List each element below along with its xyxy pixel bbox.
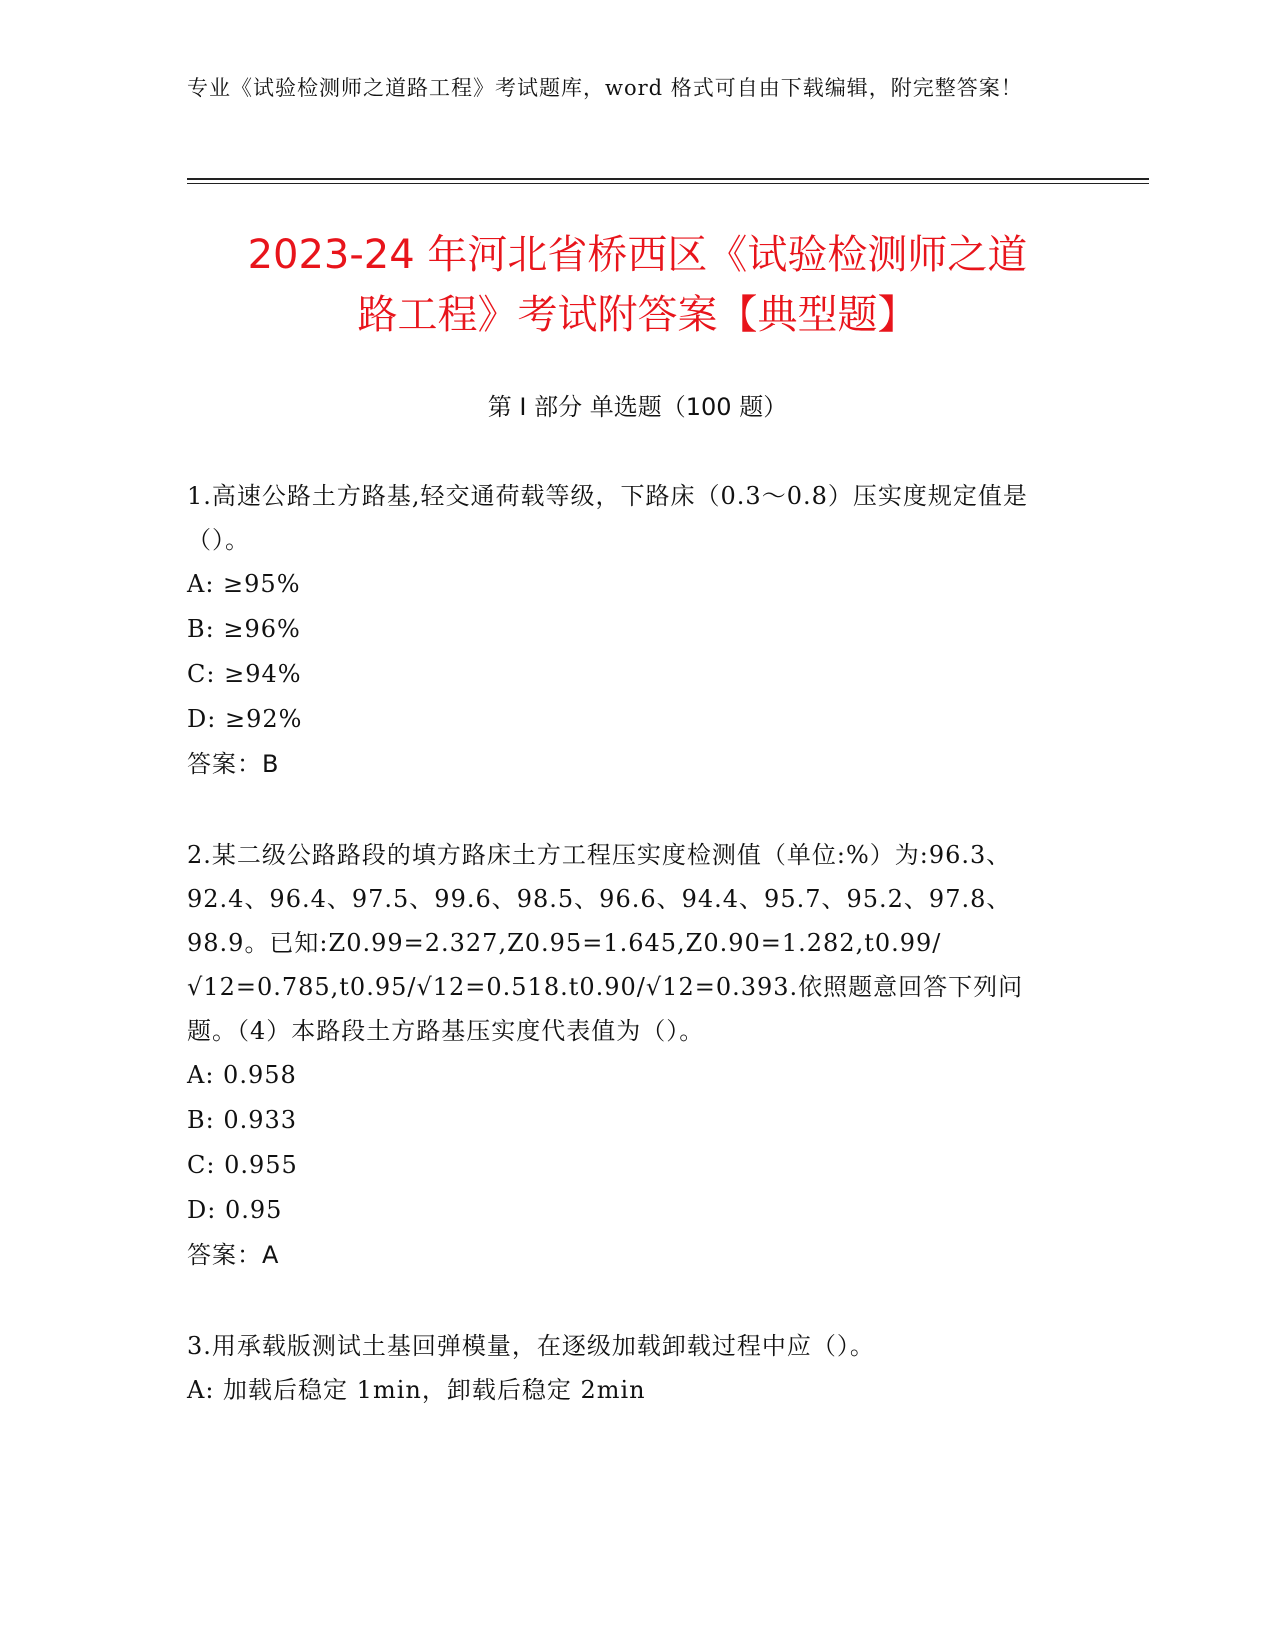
question-item-2 bbox=[187, 833, 1067, 1278]
spacer bbox=[187, 787, 1067, 833]
title-line-1: 2023-24 年河北省桥西区《试验检测师之道 bbox=[247, 232, 1028, 278]
section-heading: 第 I 部分 单选题（100 题） bbox=[487, 393, 788, 421]
answer: 答案：A bbox=[187, 1241, 280, 1269]
option-d: D: 0.95 bbox=[187, 1196, 283, 1224]
question-item-1 bbox=[187, 474, 1067, 787]
question-text: 1.高速公路土方路基,轻交通荷载等级，下路床（0.3～0.8）压实度规定值是（）。 bbox=[187, 482, 1028, 554]
title-line-2: 路工程》考试附答案【典型题】 bbox=[357, 292, 918, 338]
option-c: C: ≥94% bbox=[187, 660, 302, 688]
header-note: 专业《试验检测师之道路工程》考试题库，word 格式可自由下载编辑，附完整答案！ bbox=[187, 76, 1023, 100]
answer: 答案：B bbox=[187, 750, 280, 778]
question-text: 2.某二级公路路段的填方路床土方工程压实度检测值（单位:%）为:96.3、92.4、96.4、97.5、99.6、98.5、96.6、94.4、95.7、95.2、97.8、98.9。已知:Z0.99=2.327,Z0.95=1.645,Z0.90=1.282,t0.99/√12=0.785,t0.95/√12=0.518.t0.90/√12=0.393.依照题意回答下列问题。（4）本路段土方路基压实度代表值为（）。 bbox=[187, 841, 1024, 1045]
option-a: A: 0.958 bbox=[187, 1061, 297, 1089]
header-divider-thin bbox=[187, 183, 1149, 184]
spacer bbox=[187, 1278, 1067, 1324]
question-list bbox=[187, 474, 1067, 1413]
option-b: B: ≥96% bbox=[187, 615, 301, 643]
option-d: D: ≥92% bbox=[187, 705, 303, 733]
option-a: A: ≥95% bbox=[187, 570, 301, 598]
option-b: B: 0.933 bbox=[187, 1106, 298, 1134]
option-a: A: 加载后稳定 1min，卸载后稳定 2min bbox=[187, 1376, 646, 1404]
question-item-3 bbox=[187, 1324, 1067, 1413]
header-divider-thick bbox=[187, 178, 1149, 180]
question-text: 3.用承载版测试土基回弹模量，在逐级加载卸载过程中应（）。 bbox=[187, 1332, 875, 1360]
option-c: C: 0.955 bbox=[187, 1151, 298, 1179]
document-title bbox=[150, 225, 1125, 345]
